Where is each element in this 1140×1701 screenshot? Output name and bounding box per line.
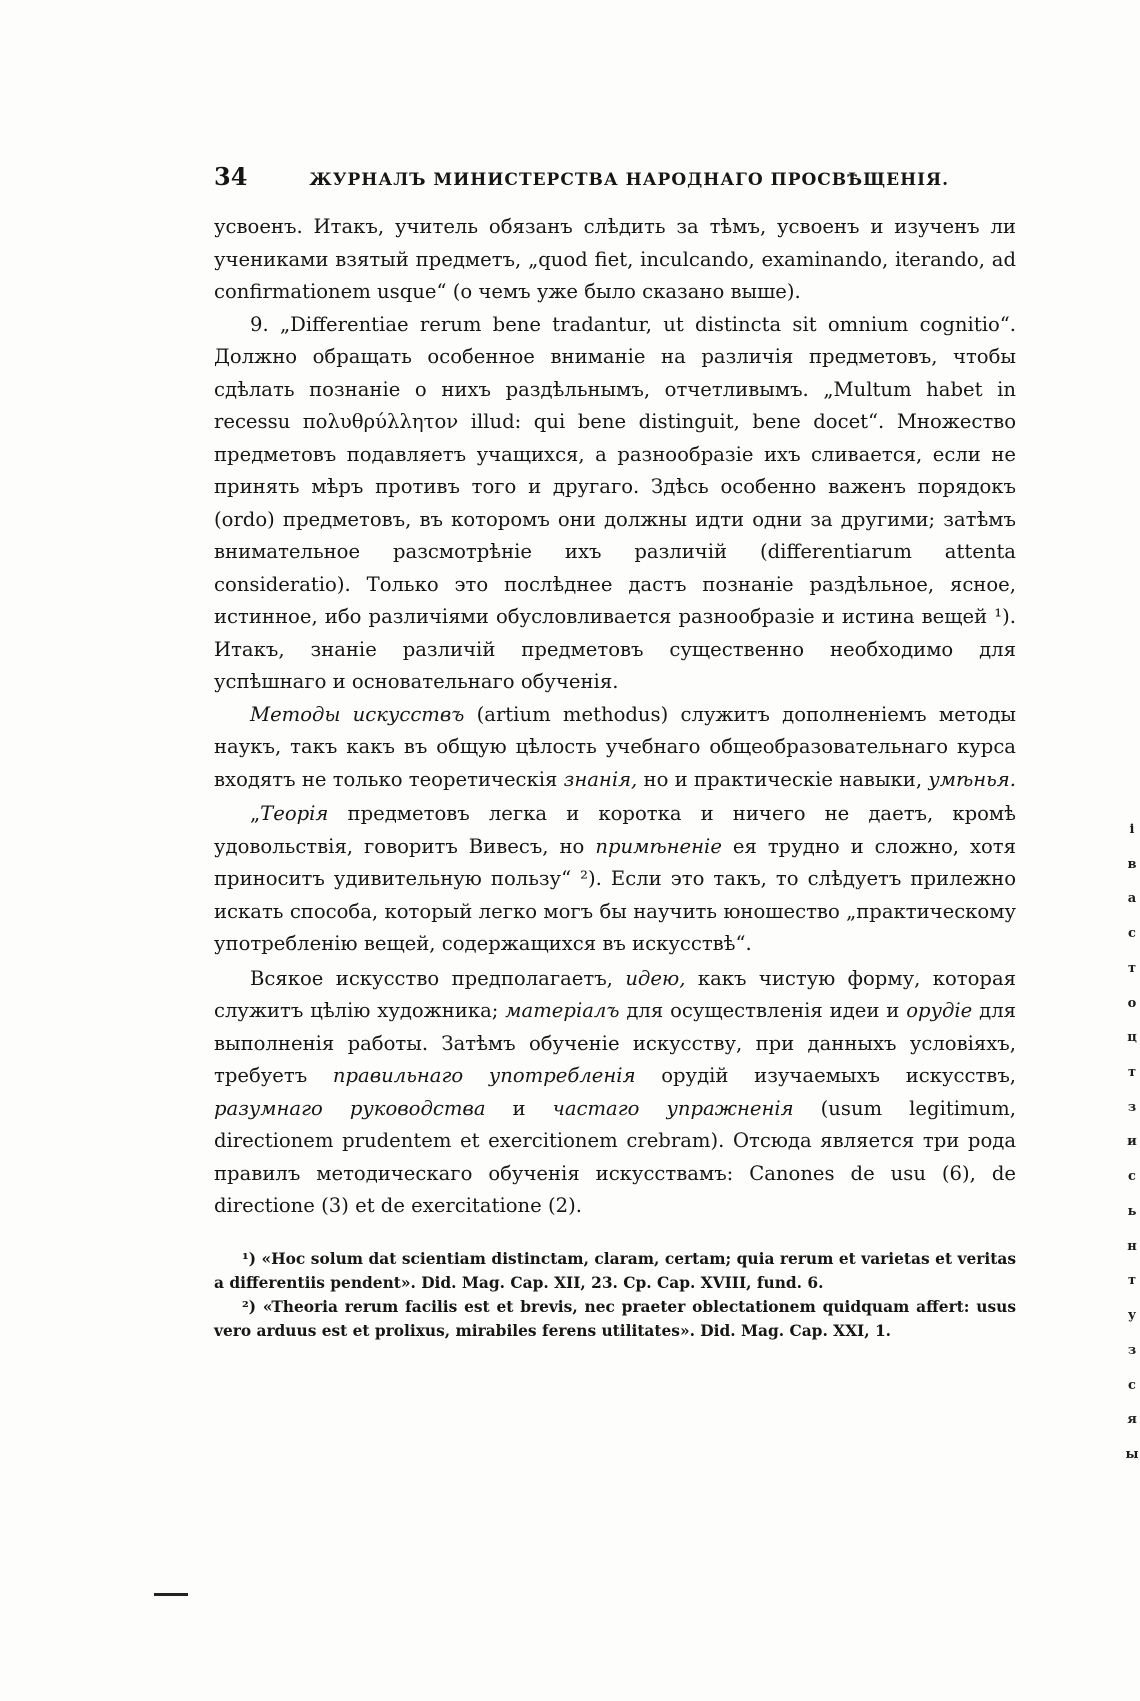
adjacent-page-glyph: в	[1127, 856, 1137, 872]
paragraph-3-italic-1: знанiя,	[563, 767, 638, 791]
page-header	[214, 162, 1016, 191]
page-number: 34	[214, 162, 248, 191]
paragraph-4-italic-1: примѣненiе	[595, 834, 722, 858]
adjacent-page-glyph: и	[1127, 1134, 1137, 1150]
paragraph-4-lead: Теорiя	[260, 802, 329, 825]
adjacent-page-glyph: т	[1127, 1065, 1137, 1081]
paragraph-3-text-1: (artium methodus) служитъ дополненiемъ методы наукъ, такъ какъ въ общую цѣлость учебнаго общеобразовательнаго курса входятъ не только теоретическiя	[214, 702, 1016, 791]
paragraph-2: 9. „Differentiae rerum bene tradantur, ut distincta sit omnium cognitio“. Должно обращать особенное вниманiе на различiя предметовъ, чтобы сдѣлать познанiе о нихъ раздѣльнымъ, отчетливымъ. „Multum habet in recessu πολυθρύλλητον illud: qui bene distinguit, bene docet“. Множество предметовъ подавляетъ учащихся, а разнообразiе ихъ сливается, если не принять мѣръ противъ того и другаго. Здѣсь особенно важенъ порядокъ (ordo) предметовъ, въ которомъ они должны идти одни за другими; затѣмъ внимательное разсмотрѣнiе ихъ различiй (differentiarum attenta consideratio). Только это послѣднее дастъ познанiе раздѣльное, ясное, истинное, ибо различiями обусловливается разнообразiе и истина вещей ¹). Итакъ, знанiе различiй предметовъ существенно необходимо для успѣшнаго и основательнаго обученiя.	[214, 312, 1016, 693]
paragraph-5-italic-5: разумнаго руководства	[214, 1096, 486, 1120]
paragraph-5-italic-4: правильнаго употребленiя	[332, 1064, 636, 1087]
paragraph-5-text-7: (usum legitimum, directionem prudentem et exercitionem crebram). Отсюда является три рода правилъ методическаго обученiя искусствамъ: Canones de usu (6), de directione (3) et de exercitatione (2).	[214, 1096, 1016, 1217]
paragraph-5-text-4: для выполненiя работы. Затѣмъ обученiе искусству, при данныхъ условiяхъ, требуетъ	[214, 999, 1017, 1087]
adjacent-page-glyph: з	[1127, 1099, 1137, 1115]
paragraph-3	[214, 699, 1016, 797]
paragraph-4	[214, 798, 1016, 961]
adjacent-page-glyph: ь	[1127, 1203, 1137, 1219]
adjacent-page-glyph: з	[1127, 1342, 1137, 1358]
adjacent-page-glyph: н	[1127, 1238, 1137, 1254]
paragraph-5-text-1: Всякое искусство предполагаетъ,	[250, 966, 626, 990]
adjacent-page-glyph: т	[1127, 1273, 1137, 1289]
paragraph-5-text-2: какъ чистую форму, которая служитъ цѣлiю художника;	[214, 966, 1017, 1022]
paragraph-5-text-3: для осуществленiя идеи и	[619, 999, 907, 1022]
paragraph-4-open-quote: „	[250, 802, 261, 825]
paragraph-3-text-2: но и практическiе навыки,	[637, 767, 929, 791]
adjacent-page-glyph: і	[1129, 822, 1135, 837]
paragraph-5-text-5: орудiй изучаемыхъ искусствъ,	[635, 1064, 1017, 1087]
adjacent-page-glyph: ы	[1125, 1446, 1139, 1462]
book-page	[214, 162, 1016, 1343]
paragraph-5-italic-6: частаго упражненiя	[552, 1096, 794, 1120]
adjacent-page-glyph: я	[1127, 1412, 1137, 1428]
adjacent-page-glyph: с	[1128, 1377, 1136, 1393]
paragraph-4-text-2: ея трудно и сложно, хотя приноситъ удивительную пользу“ ²). Если это такъ, то слѣдуетъ прилежно искать способа, который легко могъ бы научить юношество „практическому употребленiю вещей, содержащихся въ искусствѣ“.	[214, 834, 1016, 955]
footnote-2: ²) «Theoria rerum facilis est et brevis, nec praeter oblectationem quidquam affert: usus vero arduus est et prolixus, mirabiles ferens utilitates». Did. Mag. Cap. XXI, 1.	[214, 1297, 1016, 1340]
paragraph-5-italic-1: идею,	[625, 966, 686, 990]
paragraph-5-text-6: и	[485, 1096, 553, 1120]
adjacent-page-glyph: о	[1127, 995, 1137, 1011]
adjacent-page-glyph: а	[1127, 891, 1137, 907]
running-head: ЖУРНАЛЪ МИНИСТЕРСТВА НАРОДНАГО ПРОСВѢЩЕНIЯ.	[309, 170, 950, 190]
adjacent-page-glyph: с	[1128, 926, 1136, 942]
paragraph-3-italic-2: умѣнья.	[928, 767, 1017, 791]
footnote-1: ¹) «Hoc solum dat scientiam distinctam, claram, certam; quia rerum et varietas et veritas a differentiis pendent». Did. Mag. Cap. XII, 23. Cp. Cap. XVIII, fund. 6.	[214, 1249, 1016, 1292]
bottom-margin-mark	[154, 1593, 188, 1596]
paragraph-5-italic-2: матерiалъ	[505, 999, 620, 1022]
paragraph-5	[214, 963, 1016, 1223]
adjacent-page-edge	[1124, 822, 1140, 1462]
paragraph-4-text-1: предметовъ легка и коротка и ничего не даетъ, кромѣ удовольствiя, говоритъ Вивесъ, но	[214, 802, 1016, 858]
paragraph-3-lead: Методы искусствъ	[250, 702, 465, 726]
adjacent-page-glyph: у	[1127, 1308, 1137, 1324]
footnotes	[214, 1247, 1016, 1343]
paragraph-1: усвоенъ. Итакъ, учитель обязанъ слѣдить за тѣмъ, усвоенъ и изученъ ли учениками взятый предметъ, „quod fiet, inculcando, examinando, iterando, ad confirmationem usque“ (о чемъ уже было сказано выше).	[214, 215, 1016, 303]
adjacent-page-glyph: ц	[1127, 1030, 1137, 1046]
adjacent-page-glyph: т	[1127, 960, 1137, 976]
adjacent-page-glyph: с	[1128, 1169, 1136, 1185]
paragraph-5-italic-3: орудiе	[906, 999, 973, 1022]
